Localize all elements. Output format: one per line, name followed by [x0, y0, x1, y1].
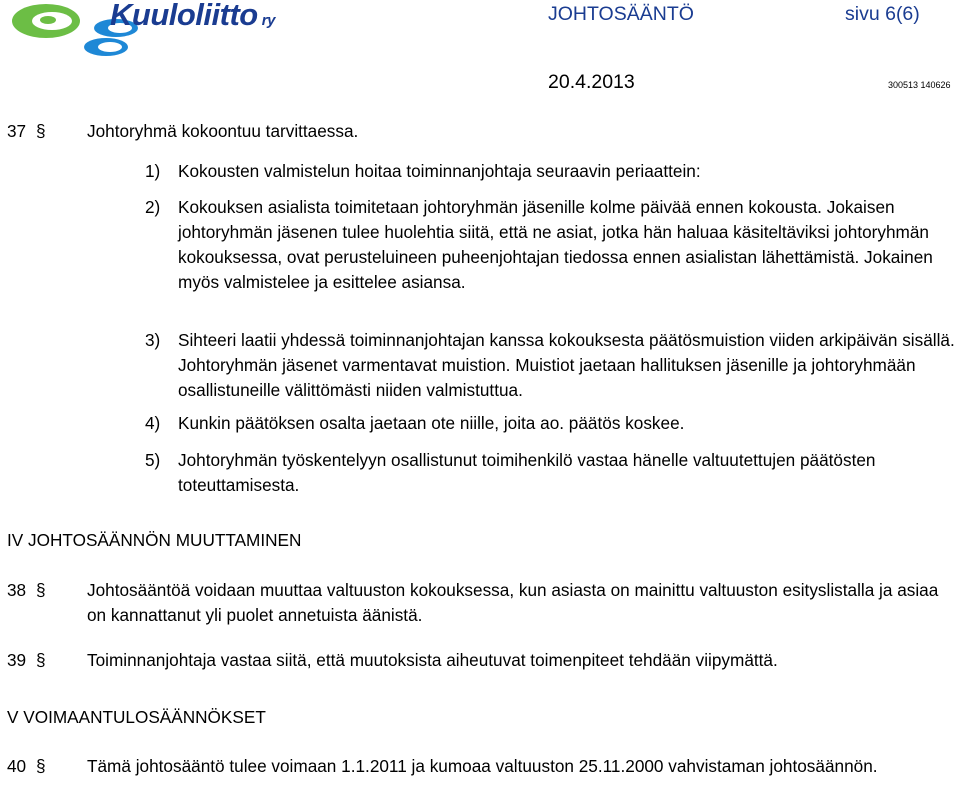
- section-38: [0, 578, 960, 628]
- kuuloliitto-logo: [6, 0, 296, 60]
- item-number: 2): [145, 197, 161, 217]
- section-text: Tämä johtosääntö tulee voimaan 1.1.2011 ja kumoaa valtuuston 25.11.2000 vahvistaman johtosäännön.: [87, 756, 878, 776]
- section-text: Toiminnanjohtaja vastaa siitä, että muutoksista aiheutuvat toimenpiteet tehdään viipymättä.: [87, 650, 778, 670]
- section-39: [0, 648, 960, 673]
- item-number: 5): [145, 450, 161, 470]
- heading-iv: IV JOHTOSÄÄNNÖN MUUTTAMINEN: [7, 530, 302, 550]
- document-title: JOHTOSÄÄNTÖ: [548, 3, 694, 25]
- section-symbol: §: [36, 580, 46, 600]
- list-item: [145, 411, 960, 436]
- item-text: Sihteeri laatii yhdessä toiminnanjohtajan kanssa kokouksesta päätösmuistion viiden arkipäivän sisällä. Johtoryhmän jäsenet varmentavat muistion. Muistiot jaetaan hallituksen jäsenille ja johtoryhmään osallistuneille välittömästi niiden valmistuttua.: [178, 330, 955, 400]
- list-item: [145, 159, 960, 184]
- heading-v: V VOIMAANTULOSÄÄNNÖKSET: [7, 707, 266, 727]
- section-number: 38: [7, 580, 27, 600]
- item-number: 4): [145, 413, 161, 433]
- document-code: 300513 140626: [888, 80, 951, 90]
- list-item: [145, 195, 960, 320]
- section-text: Johtosääntöä voidaan muuttaa valtuuston kokouksessa, kun asiasta on mainittu valtuuston esityslistalla ja asiaa on kannattanut yli puolet annetuista äänistä.: [87, 580, 939, 625]
- section-text: Johtoryhmä kokoontuu tarvittaessa.: [87, 121, 359, 141]
- list-item: [145, 448, 960, 498]
- item-number: 3): [145, 330, 161, 350]
- item-text: Johtoryhmän työskentelyyn osallistunut toimihenkilö vastaa hänelle valtuutettujen päätösten toteuttamisesta.: [178, 450, 876, 495]
- logo-suffix: ry: [261, 12, 275, 29]
- section-number: 39: [7, 650, 27, 670]
- item-text: Kunkin päätöksen osalta jaetaan ote niille, joita ao. päätös koskee.: [178, 413, 685, 433]
- page-number: sivu 6(6): [845, 3, 920, 25]
- section-symbol: §: [36, 650, 46, 670]
- item-text: Kokousten valmistelun hoitaa toiminnanjohtaja seuraavin periaattein:: [178, 161, 701, 181]
- logo-name: Kuuloliitto: [110, 0, 258, 32]
- section-symbol: §: [36, 121, 46, 141]
- item-number: 1): [145, 161, 161, 181]
- section-symbol: §: [36, 756, 46, 776]
- section-number: 37: [7, 121, 27, 141]
- section-37: [0, 119, 960, 144]
- document-date: 20.4.2013: [548, 71, 635, 93]
- logo-wordmark: [110, 0, 275, 33]
- item-text: Kokouksen asialista toimitetaan johtoryhmän jäsenille kolme päivää ennen kokousta. Jokaisen johtoryhmän jäsenen tulee huolehtia siitä, että ne asiat, jotka hän haluaa käsiteltäviksi johtoryhmän kokouksessa, ovat perusteluineen puheenjohtajan tiedossa ennen asialistan lähettämistä. Jokainen myös valmistelee ja esittelee asiansa.: [178, 197, 933, 292]
- list-item: [145, 328, 960, 403]
- section-40: [0, 754, 960, 804]
- section-number: 40: [7, 756, 27, 776]
